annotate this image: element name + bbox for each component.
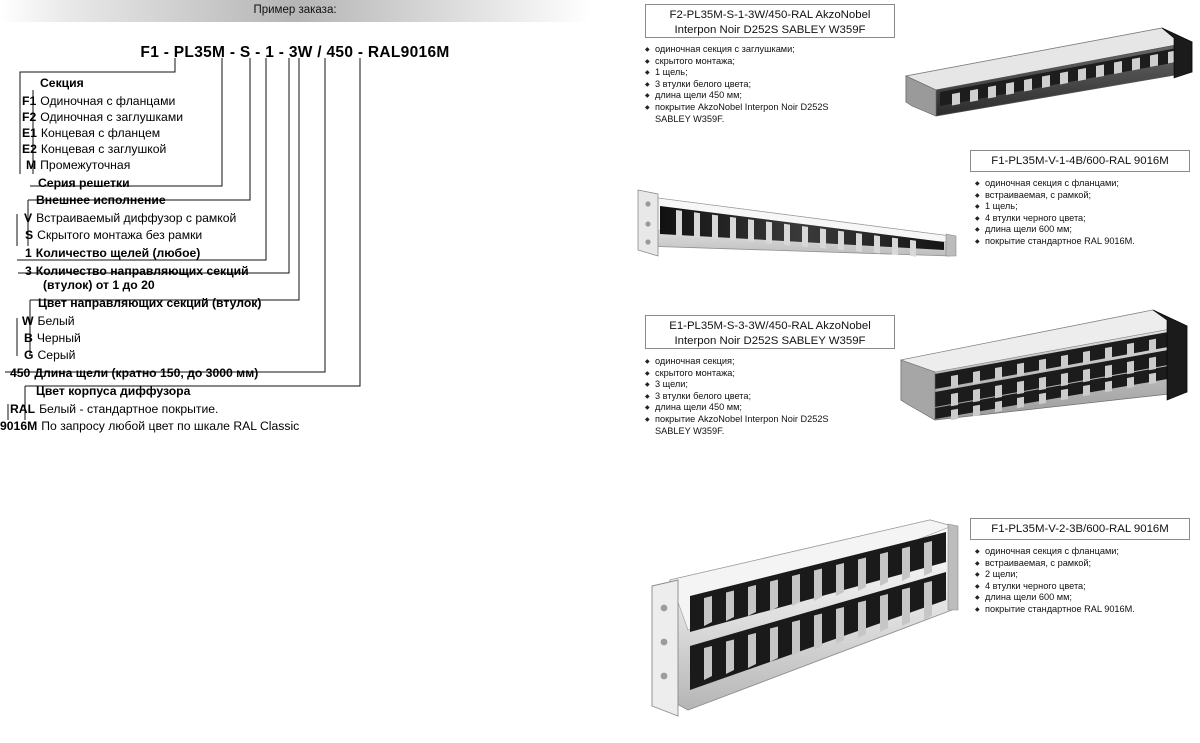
- list-item: ◆ одиночная секция с заглушками;: [645, 44, 910, 56]
- legend-item-14: B Черный: [24, 331, 81, 345]
- product-1-title: F2-PL35M-S-1-3W/450-RAL AkzoNobel Interpon Noir D252S SABLEY W359F: [645, 4, 895, 38]
- list-item: ◆ покрытие стандартное RAL 9016M.: [975, 604, 1195, 616]
- order-code-example: F1 - PL35M - S - 1 - 3W / 450 - RAL9016M: [140, 44, 450, 61]
- list-item: ◆ покрытие AkzoNobel Interpon Noir D252S SABLEY W359F.: [645, 102, 850, 125]
- panel-header: [0, 0, 590, 22]
- legend-item-18: RAL Белый - стандартное покрытие.: [10, 402, 219, 416]
- product-3-bullets: [645, 356, 910, 437]
- list-item: ◆ 1 щель;: [975, 201, 1195, 213]
- product-4-bullets: [975, 546, 1195, 616]
- list-item: ◆ одиночная секция;: [645, 356, 910, 368]
- list-item: ◆ 3 втулки белого цвета;: [645, 391, 910, 403]
- legend-item-12: Цвет направляющих секций (втулок): [38, 296, 262, 310]
- list-item: ◆ 2 щели;: [975, 569, 1195, 581]
- legend-item-2: F2 Одиночная с заглушками: [22, 110, 184, 124]
- legend-item-16: 450 Длина щели (кратно 150, до 3000 мм): [10, 366, 259, 380]
- product-3-title: E1-PL35M-S-3-3W/450-RAL AkzoNobel Interpon Noir D252S SABLEY W359F: [645, 315, 895, 349]
- product-1-bullets: [645, 44, 910, 125]
- product-1-image: [900, 20, 1200, 130]
- legend-item-10: 1 Количество щелей (любое): [25, 246, 201, 260]
- list-item: ◆ скрытого монтажа;: [645, 368, 910, 380]
- list-item: ◆ 4 втулки черного цвета;: [975, 213, 1195, 225]
- list-item: ◆ скрытого монтажа;: [645, 56, 910, 68]
- legend-item-13: W Белый: [22, 314, 75, 328]
- panel-header-title: Пример заказа:: [253, 4, 337, 16]
- legend-item-8: V Встраиваемый диффузор с рамкой: [24, 211, 237, 225]
- product-2-image: [630, 170, 960, 280]
- legend-item-1: F1 Одиночная с фланцами: [22, 94, 176, 108]
- legend-item-0: Секция: [40, 76, 84, 90]
- list-item: ◆ встраиваемая, с рамкой;: [975, 190, 1195, 202]
- legend-item-17: Цвет корпуса диффузора: [36, 384, 191, 398]
- product-3-image: [895, 300, 1200, 430]
- list-item: ◆ одиночная секция с фланцами;: [975, 178, 1195, 190]
- product-examples-panel: [600, 0, 1200, 743]
- list-item: ◆ 3 втулки белого цвета;: [645, 79, 910, 91]
- list-item: ◆ 1 щель;: [645, 67, 910, 79]
- product-2-bullets: [975, 178, 1195, 248]
- legend-item-11: 3 Количество направляющих секций (втулок) от 1 до 20: [25, 264, 249, 292]
- list-item: ◆ длина щели 600 мм;: [975, 592, 1195, 604]
- legend-item-19: 9016M По запросу любой цвет по шкале RAL Classic: [0, 419, 300, 433]
- list-item: ◆ 4 втулки черного цвета;: [975, 581, 1195, 593]
- legend-item-9: S Скрытого монтажа без рамки: [25, 228, 203, 242]
- product-4-image: [630, 510, 960, 730]
- product-2-title: F1-PL35M-V-1-4B/600-RAL 9016M: [970, 150, 1190, 172]
- list-item: ◆ покрытие стандартное RAL 9016M.: [975, 236, 1195, 248]
- legend-item-4: E2 Концевая с заглушкой: [22, 142, 167, 156]
- list-item: ◆ длина щели 600 мм;: [975, 224, 1195, 236]
- legend-item-15: G Серый: [24, 348, 76, 362]
- list-item: ◆ одиночная секция с фланцами;: [975, 546, 1195, 558]
- legend-item-7: Внешнее исполнение: [36, 193, 166, 207]
- legend-item-6: Серия решетки: [38, 176, 130, 190]
- legend-item-5: M Промежуточная: [26, 158, 131, 172]
- legend-item-3: E1 Концевая с фланцем: [22, 126, 161, 140]
- product-4-title: F1-PL35M-V-2-3B/600-RAL 9016M: [970, 518, 1190, 540]
- list-item: ◆ длина щели 450 мм;: [645, 402, 910, 414]
- list-item: ◆ встраиваемая, с рамкой;: [975, 558, 1195, 570]
- list-item: ◆ длина щели 450 мм;: [645, 90, 910, 102]
- list-item: ◆ покрытие AkzoNobel Interpon Noir D252S SABLEY W359F.: [645, 414, 850, 437]
- list-item: ◆ 3 щели;: [645, 379, 910, 391]
